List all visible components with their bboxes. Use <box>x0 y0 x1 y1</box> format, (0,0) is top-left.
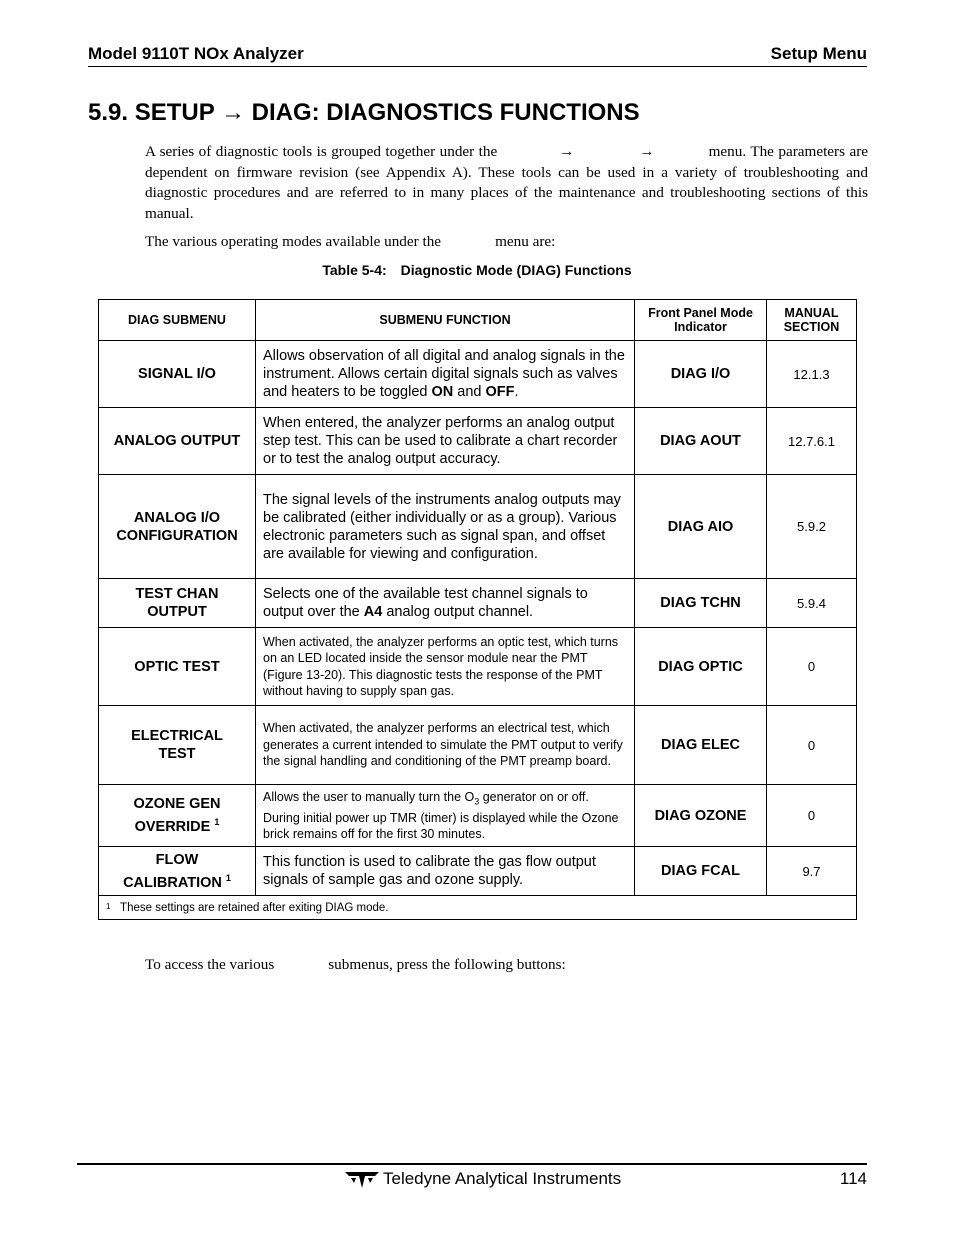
submenu-cell: FLOW CALIBRATION $^1$ <box>99 847 256 896</box>
arrow-icon: → <box>559 143 575 160</box>
submenu-cell: ELECTRICAL TEST <box>99 706 256 785</box>
footer-company: Teledyne Analytical Instruments <box>383 1169 622 1188</box>
function-cell: This function is used to calibrate the gas flow output signals of sample gas and ozone supply. <box>256 847 635 896</box>
function-cell: Selects one of the available test channel signals to output over the A4 analog output channel. <box>256 579 635 628</box>
function-cell: When entered, the analyzer performs an analog output step test. This can be used to calibrate a chart recorder or to test the analog output accuracy. <box>256 408 635 475</box>
indicator-cell: DIAG FCAL <box>635 847 767 896</box>
section-cell: 12.1.3 <box>767 341 857 408</box>
table-row <box>99 785 857 847</box>
intro-paragraph: A series of diagnostic tools is grouped together under the → → menu. The parameters are dependent on firmware revision (see Appendix A). These tools can be used in a variety of troubleshooting and diagnostic procedures and are referred to in many places of the maintenance and troubleshooting sections of this manual. <box>145 143 868 222</box>
indicator-cell: DIAG AIO <box>635 475 767 579</box>
section-cell: 0 <box>767 628 857 706</box>
table-row <box>99 706 857 785</box>
table-row <box>99 847 857 896</box>
table-row <box>99 579 857 628</box>
section-part1: SETUP <box>134 99 215 126</box>
diag-functions-table <box>98 299 857 920</box>
submenu-cell: SIGNAL I/O <box>99 341 256 408</box>
page-header <box>88 44 867 67</box>
header-title: Model 9110T NOx Analyzer <box>88 44 304 63</box>
section-cell: 0 <box>767 785 857 847</box>
indicator-cell: DIAG AOUT <box>635 408 767 475</box>
indicator-cell: DIAG ELEC <box>635 706 767 785</box>
table-footnote: $^1$ These settings are retained after exiting DIAG mode. <box>99 896 857 920</box>
table-row <box>99 408 857 475</box>
indicator-cell: DIAG OZONE <box>635 785 767 847</box>
section-number: 5.9. <box>88 99 129 126</box>
table-row <box>99 341 857 408</box>
column-header: SUBMENU FUNCTION <box>256 300 635 341</box>
table-caption: Table 5-4: Diagnostic Mode (DIAG) Functions <box>322 262 632 278</box>
submenu-cell: OZONE GEN OVERRIDE $^1$ <box>99 785 256 847</box>
table-row <box>99 475 857 579</box>
submenu-cell: TEST CHAN OUTPUT <box>99 579 256 628</box>
function-cell: Allows the user to manually turn the $O_3$ generator on or off. During initial power up TMR (timer) is displayed while the Ozone brick remains off for the first 30 minutes. <box>256 785 635 847</box>
arrow-icon: → <box>220 99 245 126</box>
section-cell: 5.9.4 <box>767 579 857 628</box>
footer-rule <box>77 1163 867 1165</box>
section-part2: DIAG: DIAGNOSTICS FUNCTIONS <box>251 99 640 126</box>
page-footer <box>345 1169 621 1189</box>
indicator-cell: DIAG TCHN <box>635 579 767 628</box>
submenu-cell: ANALOG OUTPUT <box>99 408 256 475</box>
column-header: DIAG SUBMENU <box>99 300 256 341</box>
function-cell: The signal levels of the instruments analog outputs may be calibrated (either individually or as a group). Various electronic parameters such as signal span, and offset are available for viewing and configuration. <box>256 475 635 579</box>
section-cell: 12.7.6.1 <box>767 408 857 475</box>
function-cell: When activated, the analyzer performs an optic test, which turns on an LED located inside the sensor module near the PMT (Figure 13-20). This diagnostic tests the response of the PMT without having to supply span gas. <box>256 628 635 706</box>
column-header: MANUAL SECTION <box>767 300 857 341</box>
table-row <box>99 628 857 706</box>
function-cell: Allows observation of all digital and analog signals in the instrument. Allows certain digital signals such as valves and heaters to be toggled ON and OFF. <box>256 341 635 408</box>
indicator-cell: DIAG I/O <box>635 341 767 408</box>
section-title <box>88 99 640 127</box>
arrow-icon: → <box>639 143 655 160</box>
section-cell: 0 <box>767 706 857 785</box>
table-footnote-row <box>99 896 857 920</box>
teledyne-logo-icon <box>345 1169 379 1189</box>
access-paragraph: To access the various submenus, press the following buttons: <box>145 956 566 973</box>
table-header-row <box>99 300 857 341</box>
submenu-cell: OPTIC TEST <box>99 628 256 706</box>
column-header: Front Panel Mode Indicator <box>635 300 767 341</box>
section-cell: 5.9.2 <box>767 475 857 579</box>
submenu-cell: ANALOG I/O CONFIGURATION <box>99 475 256 579</box>
page-number: 114 <box>839 1169 867 1188</box>
header-section: Setup Menu <box>770 44 867 63</box>
function-cell: When activated, the analyzer performs an electrical test, which generates a current intended to simulate the PMT output to verify the signal handling and conditioning of the PMT preamp board. <box>256 706 635 785</box>
section-cell: 9.7 <box>767 847 857 896</box>
modes-paragraph: The various operating modes available under the menu are: <box>145 233 556 250</box>
indicator-cell: DIAG OPTIC <box>635 628 767 706</box>
